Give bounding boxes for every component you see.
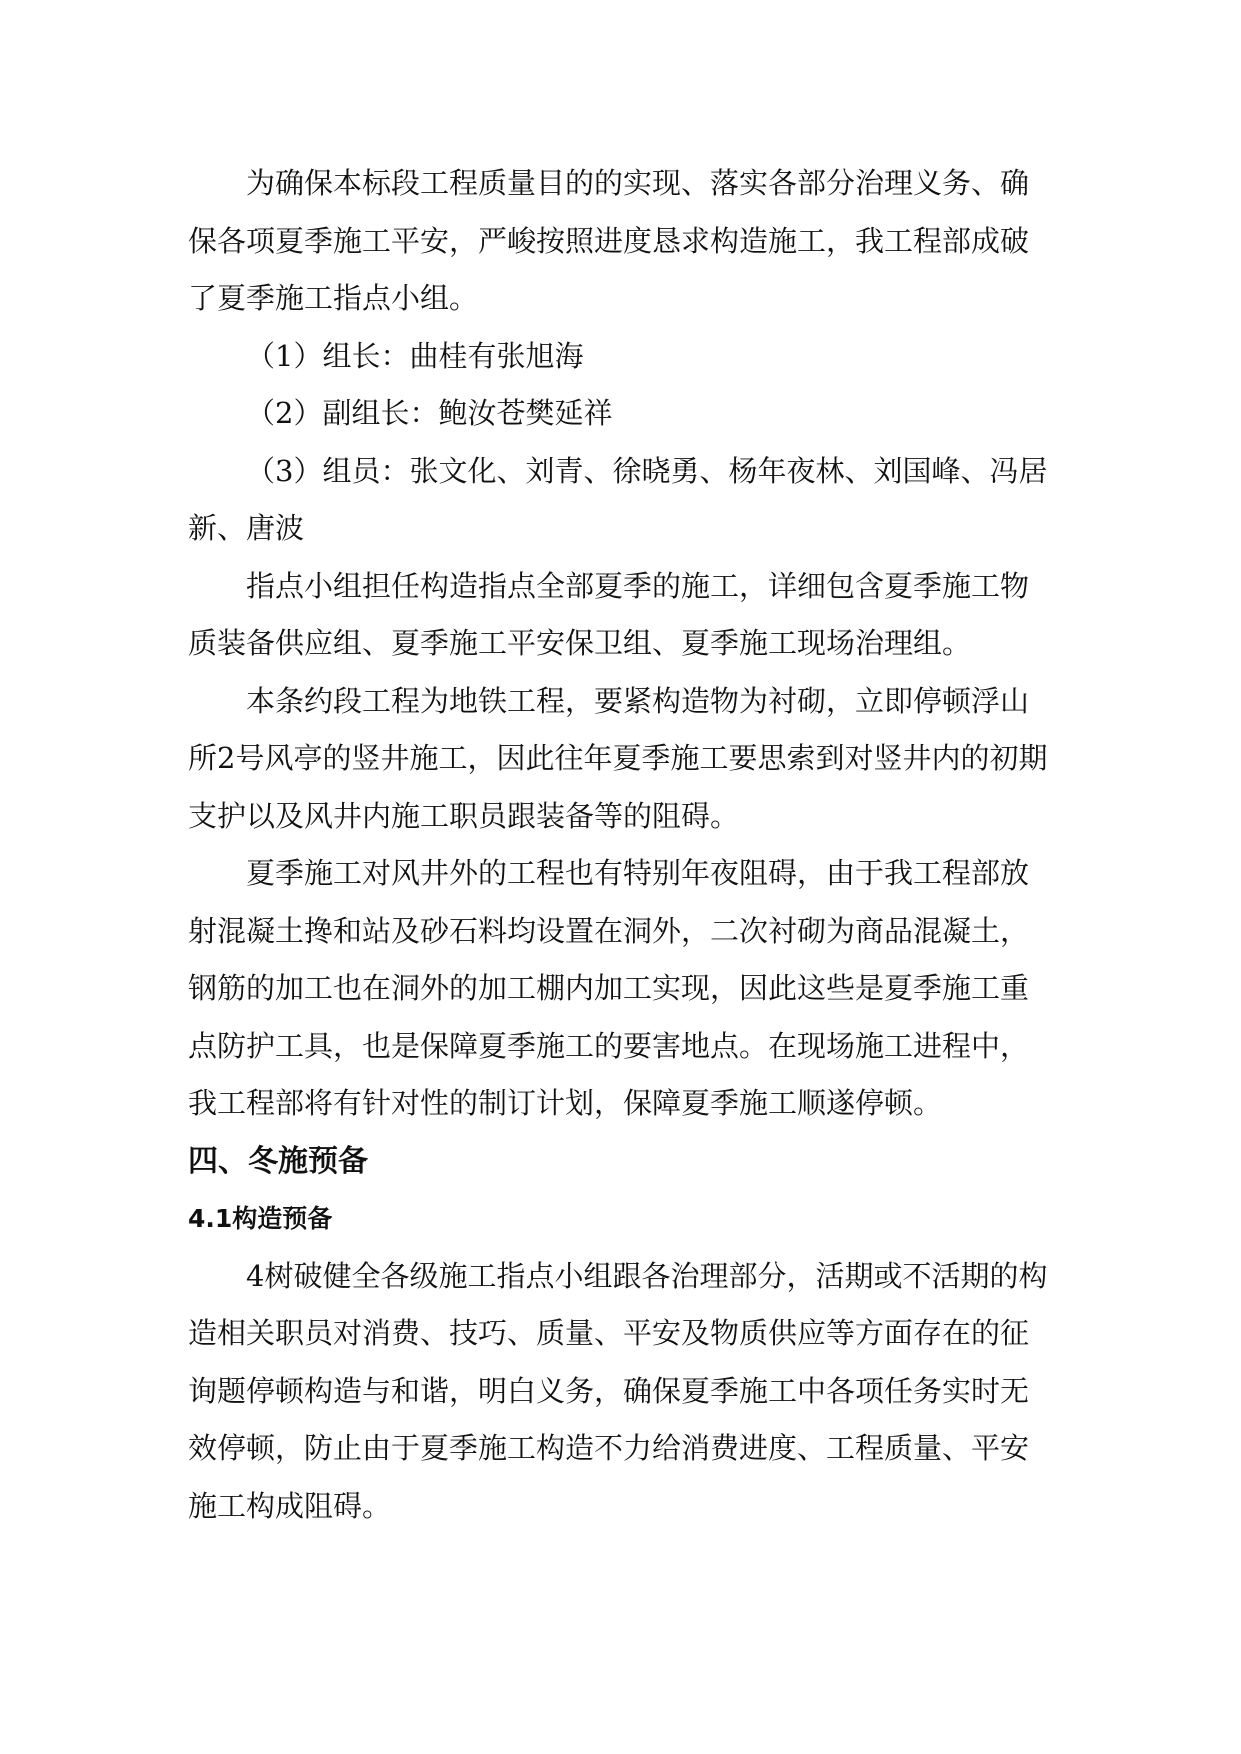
impact-paragraph: 夏季施工对风井外的工程也有特别年夜阻碍，由于我工程部放射混凝土搀和站及砂石料均设置在洞外，二次衬砌为商品混凝土，钢筋的加工也在洞外的加工棚内加工实现，因此这些是夏季施工重点防护工具，也是保障夏季施工的要害地点。在现场施工进程中，我工程部将有针对性的制订计划，保障夏季施工顺遂停顿。 [188,856,1030,1120]
responsibility-paragraph: 指点小组担任构造指点全部夏季的施工，详细包含夏季施工物质装备供应组、夏季施工平安保卫组、夏季施工现场治理组。 [188,568,1030,660]
deputy-leader-item: （2）副组长：鲍汝苍樊延祥 [246,396,613,430]
group-members-item: （3）组员：张文化、刘青、徐晓勇、杨年夜林、刘国峰、冯居新、唐波 [188,453,1048,545]
section-body-paragraph: 4树破健全各级施工指点小组跟各治理部分，活期或不活期的构造相关职员对消费、技巧、质量、平安及物质供应等方面存在的征询题停顿构造与和谐，明白义务，确保夏季施工中各项任务实时无效停顿，防止由于夏季施工构造不力给消费进度、工程质量、平安施工构成阻碍。 [188,1258,1048,1523]
project-paragraph: 本条约段工程为地铁工程，要紧构造物为衬砌，立即停顿浮山所2号风亭的竖井施工，因此往年夏季施工要思索到对竖井内的初期支护以及风井内施工职员跟装备等的阻碍。 [188,683,1048,833]
intro-paragraph: 为确保本标段工程质量目的的实现、落实各部分治理义务、确保各项夏季施工平安，严峻按照进度恳求构造施工，我工程部成破了夏季施工指点小组。 [188,166,1030,315]
subsection-heading: 4.1构造预备 [188,1204,333,1233]
group-leader-item: （1）组长：曲桂有张旭海 [246,338,584,373]
section-heading: 四、冬施预备 [188,1143,368,1179]
document-body [188,155,1048,1535]
